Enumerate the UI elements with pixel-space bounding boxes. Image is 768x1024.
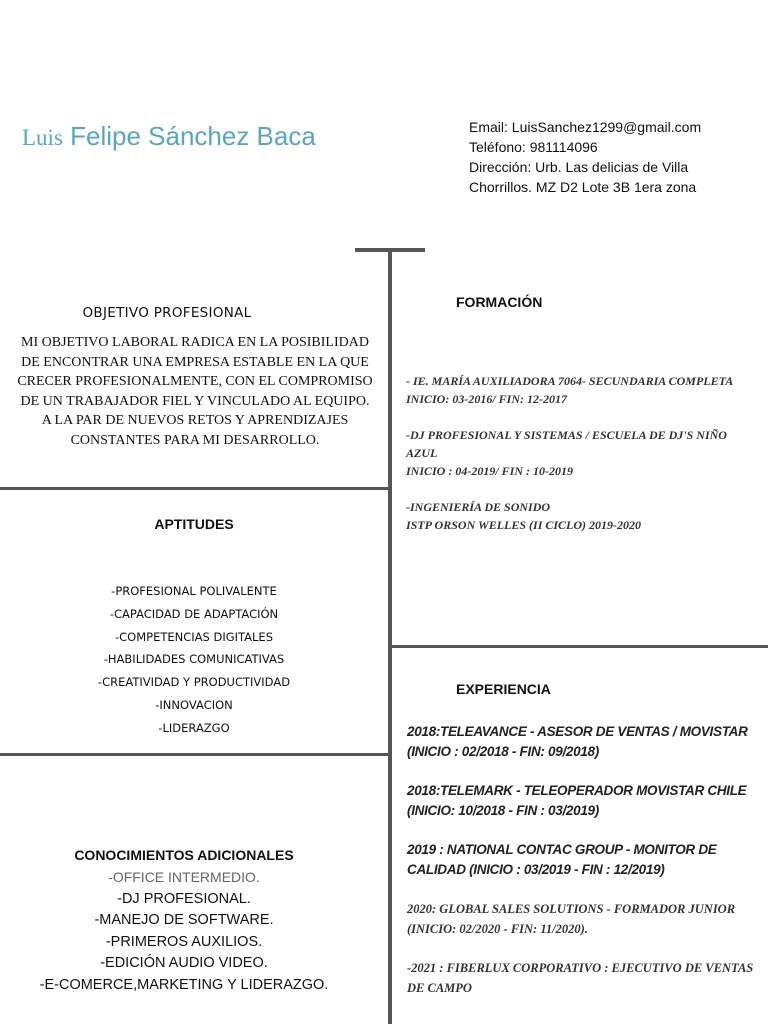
- objective-line: MI OBJETIVO LABORAL RADICA EN LA POSIBILIDAD: [21, 335, 369, 350]
- skills-heading: APTITUDES: [154, 516, 234, 532]
- knowledge-item: -MANEJO DE SOFTWARE.: [94, 912, 274, 928]
- experience-title: 2018:TELEMARK - TELEOPERADOR MOVISTAR CHILE: [407, 783, 747, 798]
- objective-line: DE UN TRABAJADOR FIEL Y VINCULADO AL EQUIPO.: [20, 393, 370, 409]
- experience-dates: (INICIO: 10/2018 - FIN : 03/2019): [407, 803, 599, 818]
- experience-dates: (INICIO: 02/2020 - FIN: 11/2020).: [407, 922, 588, 936]
- skill-item: -CREATIVIDAD Y PRODUCTIVIDAD: [97, 675, 291, 690]
- education-dates: ISTP ORSON WELLES (II CICLO) 2019-2020: [406, 518, 642, 532]
- center-divider: [388, 250, 392, 1024]
- contact-block: [469, 117, 701, 197]
- knowledge-item: -EDICIÓN AUDIO VIDEO.: [100, 955, 268, 971]
- knowledge-item: -E-COMERCE,MARKETING Y LIDERAZGO.: [39, 976, 329, 993]
- contact-address-line-2: Chorrillos. MZ D2 Lote 3B 1era zona: [469, 179, 697, 195]
- education-dates: INICIO : 04-2019/ FIN : 10-2019: [406, 464, 574, 478]
- left-divider-2: [0, 753, 390, 756]
- education-title: -INGENIERÍA DE SONIDO: [406, 500, 551, 514]
- objective-line: DE ENCONTRAR UNA EMPRESA ESTABLE EN LA QUE: [21, 354, 369, 370]
- candidate-surname: Felipe Sánchez Baca: [62, 121, 316, 151]
- education-entry: [406, 426, 756, 480]
- education-dates: INICIO: 03-2016/ FIN: 12-2017: [406, 392, 568, 406]
- education-heading: FORMACIÓN: [456, 294, 543, 310]
- education-list: [406, 372, 756, 552]
- contact-phone: Teléfono: 981114096: [469, 139, 598, 155]
- education-entry: [406, 372, 756, 408]
- right-divider-1: [390, 645, 768, 648]
- education-title: - IE. MARÍA AUXILIADORA 7064- SECUNDARIA COMPLETA: [406, 374, 734, 388]
- objective-heading: OBJETIVO PROFESIONAL: [82, 305, 252, 321]
- skill-item: -COMPETENCIAS DIGITALES: [114, 629, 273, 644]
- experience-entry: [407, 840, 757, 880]
- contact-address-line-1: Dirección: Urb. Las delicias de Villa: [469, 159, 689, 175]
- experience-title: 2018:TELEAVANCE - ASESOR DE VENTAS / MOVISTAR: [407, 724, 748, 739]
- skill-item: -INNOVACION: [155, 697, 233, 712]
- education-title: -DJ PROFESIONAL Y SISTEMAS / ESCUELA DE DJ'S NIÑO AZUL: [406, 428, 727, 460]
- experience-dates: (INICIO : 02/2018 - FIN: 09/2018): [407, 744, 599, 759]
- experience-title: 2020: GLOBAL SALES SOLUTIONS - FORMADOR JUNIOR: [407, 902, 736, 916]
- experience-title: 2019 : NATIONAL CONTAC GROUP - MONITOR DE CALIDAD (INICIO : 03/2019 - FIN : 12/2019): [407, 842, 717, 877]
- objective-line: A LA PAR DE NUEVOS RETOS Y APRENDIZAJES: [41, 413, 349, 428]
- objective-text: [14, 333, 376, 450]
- skill-item: -LIDERAZGO: [158, 720, 230, 735]
- experience-heading: EXPERIENCIA: [456, 681, 551, 697]
- objective-line: CRECER PROFESIONALMENTE, CON EL COMPROMISO: [17, 374, 373, 389]
- experience-entry: [407, 722, 757, 762]
- additional-knowledge-list: [0, 867, 368, 996]
- experience-title: -2021 : FIBERLUX CORPORATIVO : EJECUTIVO DE VENTAS DE CAMPO: [407, 961, 754, 995]
- left-divider-1: [0, 487, 390, 490]
- skill-item: -CAPACIDAD DE ADAPTACIÓN: [109, 606, 279, 621]
- experience-entry: [407, 781, 757, 821]
- candidate-name: [22, 121, 316, 152]
- contact-email: Email: LuisSanchez1299@gmail.com: [469, 119, 702, 135]
- skills-list: [0, 580, 388, 740]
- additional-knowledge-heading: CONOCIMIENTOS ADICIONALES: [74, 847, 294, 863]
- skill-item: -PROFESIONAL POLIVALENTE: [111, 584, 277, 598]
- skill-item: -HABILIDADES COMUNICATIVAS: [103, 652, 285, 667]
- experience-entry: [407, 899, 757, 939]
- top-divider-bar: [355, 248, 425, 252]
- experience-entry: [407, 958, 757, 998]
- experience-list: [407, 722, 757, 998]
- knowledge-item: -OFFICE INTERMEDIO.: [108, 869, 260, 885]
- objective-line: CONSTANTES PARA MI DESARROLLO.: [70, 432, 320, 448]
- knowledge-item: -DJ PROFESIONAL.: [117, 890, 251, 907]
- candidate-first-name: Luis: [22, 125, 63, 150]
- knowledge-item: -PRIMEROS AUXILIOS.: [105, 933, 263, 950]
- education-entry: [406, 498, 756, 534]
